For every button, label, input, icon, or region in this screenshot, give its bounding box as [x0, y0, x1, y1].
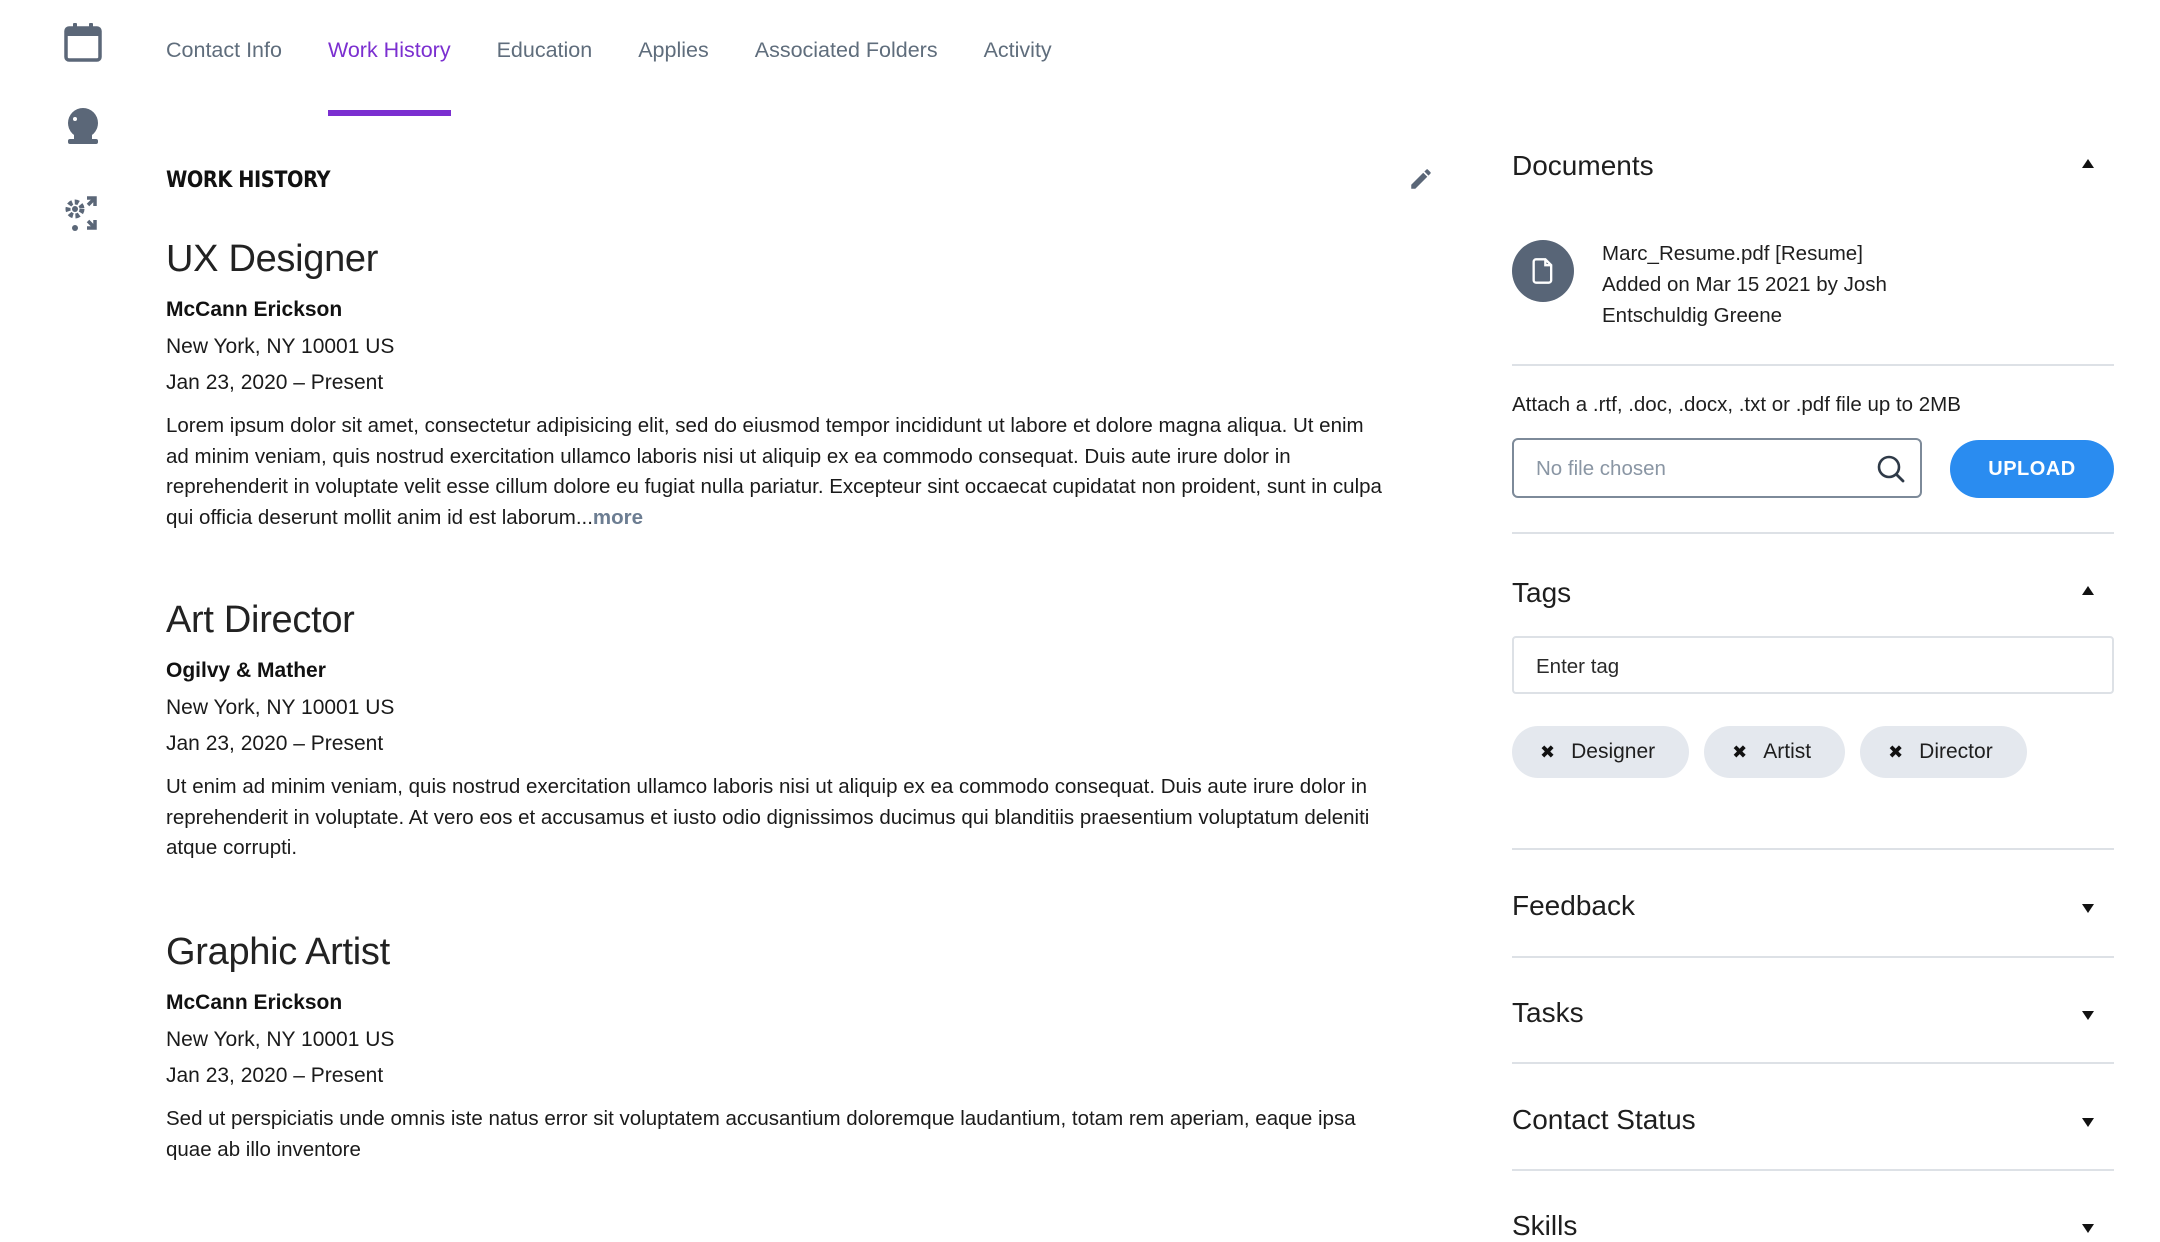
remove-tag-icon[interactable]: ✖ [1540, 741, 1556, 762]
divider [1512, 848, 2114, 850]
divider [1512, 1062, 2114, 1064]
left-rail [0, 0, 160, 1235]
remove-tag-icon[interactable]: ✖ [1888, 741, 1904, 762]
tags-heading[interactable]: Tags [1512, 577, 1572, 608]
divider [1512, 956, 2114, 958]
job-location: New York, NY 10001 US [166, 335, 395, 358]
feedback-heading[interactable]: Feedback [1512, 890, 1635, 921]
divider [1512, 532, 2114, 534]
edit-icon[interactable] [1408, 166, 1438, 196]
tag-input-placeholder: Enter tag [1536, 655, 1620, 678]
tag-label: Director [1919, 740, 1993, 763]
document-file-icon [1512, 240, 1574, 302]
tasks-heading[interactable]: Tasks [1512, 997, 1584, 1028]
job-dates: Jan 23, 2020 – Present [166, 732, 384, 755]
job-company: Ogilvy & Mather [166, 659, 326, 682]
tab-activity[interactable]: Activity [983, 38, 1052, 62]
calendar-icon[interactable] [62, 22, 104, 64]
tab-associated-folders[interactable]: Associated Folders [754, 38, 938, 62]
remove-tag-icon[interactable]: ✖ [1732, 741, 1748, 762]
job-entry [166, 598, 1386, 864]
tasks-expand-icon[interactable] [2082, 1011, 2094, 1020]
document-added-by: Entschuldig Greene [1602, 304, 1783, 327]
tag-chip [1860, 726, 2027, 778]
tag-input[interactable] [1512, 636, 2114, 694]
tags-collapse-icon[interactable] [2082, 586, 2094, 595]
upload-button[interactable]: UPLOAD [1950, 440, 2114, 498]
tag-chip [1704, 726, 1845, 778]
job-description [166, 411, 1386, 533]
divider [1512, 1169, 2114, 1171]
contact-status-heading[interactable]: Contact Status [1512, 1104, 1696, 1135]
document-name[interactable]: Marc_Resume.pdf [Resume] [1602, 242, 1863, 265]
tag-label: Artist [1763, 740, 1812, 763]
job-title: Graphic Artist [166, 931, 390, 973]
contact-status-expand-icon[interactable] [2082, 1118, 2094, 1127]
skills-expand-icon[interactable] [2082, 1224, 2094, 1233]
tab-applies[interactable]: Applies [638, 38, 709, 62]
job-entry [166, 930, 1386, 1165]
more-link[interactable]: more [592, 505, 644, 529]
job-description: Sed ut perspiciatis unde omnis iste natus error sit voluptatem accusantium doloremque laudantium, totam rem aperiam, eaque ipsa quae ab illo inventore [166, 1107, 1356, 1161]
job-location: New York, NY 10001 US [166, 696, 395, 719]
document-info [1602, 238, 1942, 331]
tag-chip [1512, 726, 1689, 778]
attach-note: Attach a .rtf, .doc, .docx, .txt or .pdf file up to 2MB [1512, 393, 1961, 416]
job-entry [166, 237, 1386, 533]
job-dates: Jan 23, 2020 – Present [166, 1064, 384, 1087]
search-icon[interactable] [1876, 454, 1906, 484]
job-company: McCann Erickson [166, 298, 343, 321]
file-placeholder: No file chosen [1536, 457, 1666, 480]
file-input[interactable] [1512, 438, 1922, 498]
job-title: Art Director [166, 599, 355, 641]
skills-heading[interactable]: Skills [1512, 1210, 1578, 1241]
job-title: UX Designer [166, 238, 379, 280]
crystal-ball-icon[interactable] [62, 106, 104, 148]
profile-tabs [166, 0, 1098, 120]
feedback-expand-icon[interactable] [2082, 904, 2094, 913]
job-description: Ut enim ad minim veniam, quis nostrud exercitation ullamco laboris nisi ut aliquip ex ea commodo consequat. Duis aute irure dolor in reprehenderit in voluptate. At vero eos et accusamus et iusto odio dignissimos ducimus qui blanditiis praesentium voluptatum deleniti atque corrupti. [166, 775, 1370, 859]
tag-chips [1512, 726, 2042, 778]
documents-collapse-icon[interactable] [2082, 159, 2094, 168]
job-location: New York, NY 10001 US [166, 1028, 395, 1051]
job-company: McCann Erickson [166, 991, 343, 1014]
tab-education[interactable]: Education [496, 38, 593, 62]
document-added: Added on Mar 15 2021 by Josh [1602, 273, 1887, 296]
job-description-text: Lorem ipsum dolor sit amet, consectetur adipisicing elit, sed do eiusmod tempor incididunt ut labore et dolore magna aliqua. Ut enim ad minim veniam, quis nostrud exercitation ullamco laboris nisi ut aliquip ex ea commodo consequat. Duis aute irure dolor in reprehenderit in voluptate velit esse cillum dolore eu fugiat nulla pariatur. Excepteur sint occaecat cupidatat non proident, sunt in culpa qui officia deserunt mollit anim id est laborum... [166, 414, 1382, 529]
documents-heading[interactable]: Documents [1512, 150, 1654, 181]
tag-label: Designer [1571, 740, 1656, 763]
divider [1512, 364, 2114, 366]
tab-contact-info[interactable]: Contact Info [166, 38, 282, 62]
work-history-section [166, 160, 1436, 1161]
section-title: WORK HISTORY [166, 168, 331, 193]
tab-work-history[interactable]: Work History [328, 0, 451, 120]
workflow-gears-icon[interactable] [62, 192, 104, 234]
job-dates: Jan 23, 2020 – Present [166, 371, 384, 394]
